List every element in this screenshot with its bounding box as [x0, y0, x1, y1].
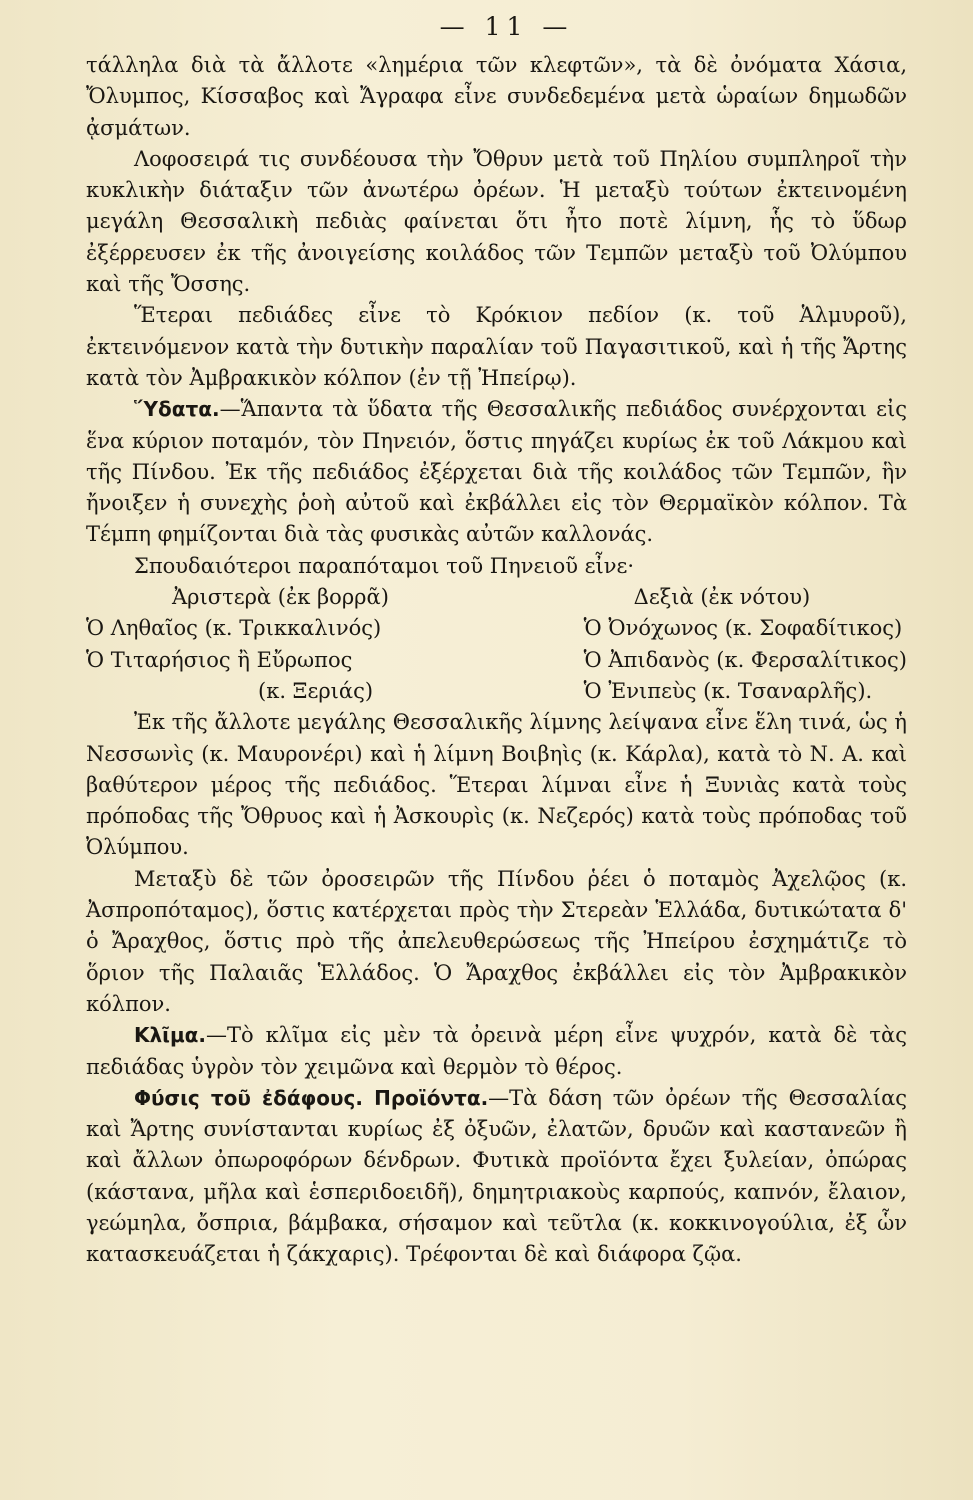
waters-heading: Ὕδατα.	[134, 397, 220, 422]
paragraph-mountains-songs: τάλληλα διὰ τὰ ἄλλοτε «λημέρια τῶν κλεφτῶν», τὰ δὲ ὀνόματα Χάσια, Ὄλυμπος, Κίσσαβος καὶ Ἄγραφα εἶνε συνδεδεμένα μετὰ ὡραίων δημωδῶν ᾀσμάτων.	[86, 53, 907, 140]
tributary-right: Ὁ Ἐνιπεὺς (κ. Τσαναρλῆς).	[583, 678, 873, 703]
paragraph-thessalian-plain: Λοφοσειρά τις συνδέουσα τὴν Ὄθρυν μετὰ τοῦ Πηλίου συμπληροῖ τὴν κυκλικὴν διάταξιν τῶν ἀνωτέρω ὀρέων. Ἡ μεταξὺ τούτων ἐκτεινομένη μεγάλη Θεσσαλικὴ πεδιὰς φαίνεται ὅτι ἦτο ποτὲ λίμνη, ἧς τὸ ὕδωρ ἐξέρρευσεν ἐκ τῆς ἀνοιγείσης κοιλάδος τῶν Τεμπῶν μεταξὺ τοῦ Ὀλύμπου καὶ τῆς Ὄσσης.	[86, 146, 907, 297]
page-body	[86, 50, 907, 1271]
section-waters	[86, 394, 907, 550]
tributary-left: (κ. Ξεριάς)	[258, 678, 374, 703]
tributary-right: Ὁ Ὀνόχωνος (κ. Σοφαδίτικος)	[583, 616, 903, 641]
section-soil-products	[86, 1083, 907, 1271]
waters-text: —Ἅπαντα τὰ ὕδατα τῆς Θεσσαλικῆς πεδιάδος συνέρχονται εἰς ἕνα κύριον ποταμόν, τὸν Πηνειόν, ὅστις πηγάζει κυρίως ἐκ τοῦ Λάκμου καὶ τῆς Πίνδου. Ἐκ τῆς πεδιάδος ἐξέρχεται διὰ τῆς κοιλάδος τῶν Τεμπῶν, ἣν ἤνοιξεν ἡ συνεχὴς ῥοὴ αὐτοῦ καὶ ἐκβάλλει εἰς τὸν Θερμαϊκὸν κόλπον. Τὰ Τέμπη φημίζονται διὰ τὰς φυσικὰς αὐτῶν καλλονάς.	[86, 397, 907, 547]
tributary-left: Ὁ Ληθαῖος (κ. Τρικκαλινός)	[86, 616, 382, 641]
tributary-left: Ὁ Τιταρήσιος ἢ Εὔρωπος	[86, 647, 353, 672]
paragraph-lakes: Ἐκ τῆς ἄλλοτε μεγάλης Θεσσαλικῆς λίμνης λείψανα εἶνε ἕλη τινά, ὡς ἡ Νεσσωνὶς (κ. Μαυρονέρι) καὶ ἡ λίμνη Βοιβηὶς (κ. Κάρλα), κατὰ τὸ Ν. Α. καὶ βαθύτερον μέρος τῆς πεδιάδος. Ἕτεραι λίμναι εἶνε ἡ Ξυνιὰς κατὰ τοὺς πρόποδας τῆς Ὄθρυος καὶ ἡ Ἀσκουρὶς (κ. Νεζερός) κατὰ τοὺς πρόποδας τοῦ Ὀλύμπου.	[86, 710, 907, 860]
tributaries-table	[86, 582, 907, 707]
paragraph-achelous: Μεταξὺ δὲ τῶν ὀροσειρῶν τῆς Πίνδου ῥέει ὁ ποταμὸς Ἀχελῷος (κ. Ἀσπροπόταμος), ὅστις κατέρχεται πρὸς τὴν Στερεὰν Ἑλλάδα, δυτικώτατα δ' ὁ Ἄραχθος, ὅστις πρὸ τῆς ἀπελευθερώσεως τῆς Ἠπείρου ἐσχημάτιζε τὸ ὅριον τῆς Παλαιᾶς Ἑλλάδος. Ὁ Ἄραχθος ἐκβάλλει εἰς τὸν Ἀμβρακικὸν κόλπον.	[86, 866, 907, 1016]
paragraph-other-plains: Ἕτεραι πεδιάδες εἶνε τὸ Κρόκιον πεδίον (κ. τοῦ Ἁλμυροῦ), ἐκτεινόμενον κατὰ τὴν δυτικὴν παραλίαν τοῦ Παγασιτικοῦ, καὶ ἡ τῆς Ἄρτης κατὰ τὸν Ἀμβρακικὸν κόλπον (ἐν τῇ Ἠπείρῳ).	[86, 303, 907, 390]
page-number: — 11 —	[439, 12, 574, 41]
climate-heading: Κλῖμα.	[134, 1023, 207, 1048]
tributary-right: Ὁ Ἀπιδανὸς (κ. Φερσαλίτικος)	[583, 647, 907, 672]
tributaries-intro: Σπουδαιότεροι παραπόταμοι τοῦ Πηνειοῦ εἶνε·	[134, 553, 635, 578]
soil-heading: Φύσις τοῦ ἐδάφους. Προϊόντα.	[134, 1085, 489, 1110]
section-climate	[86, 1020, 907, 1083]
tributaries-left-header: Ἀριστερὰ (ἐκ βορρᾶ)	[172, 585, 389, 610]
soil-text: —Τὰ δάση τῶν ὀρέων τῆς Θεσσαλίας καὶ Ἄρτης συνίστανται κυρίως ἐξ ὀξυῶν, ἐλατῶν, δρυῶν καὶ καστανεῶν ἢ καὶ ἄλλων ὀπωροφόρων δένδρων. Φυτικὰ προϊόντα ἔχει ξυλείαν, ὀπώρας (κάστανα, μῆλα καὶ ἑσπεριδοειδῆ), δημητριακοὺς καρπούς, καπνόν, ἔλαιον, γεώμηλα, ὄσπρια, βάμβακα, σήσαμον καὶ τεῦτλα (κ. κοκκινογούλια, ἐξ ὧν κατασκευάζεται ἡ ζάκχαρις). Τρέφονται δὲ καὶ διάφορα ζῷα.	[86, 1085, 908, 1267]
tributaries-right-header: Δεξιὰ (ἐκ νότου)	[633, 585, 811, 610]
climate-text: —Τὸ κλῖμα εἰς μὲν τὰ ὀρεινὰ μέρη εἶνε ψυχρόν, κατὰ δὲ τὰς πεδιάδας ὑγρὸν τὸν χειμῶνα καὶ θερμὸν τὸ θέρος.	[86, 1023, 907, 1079]
